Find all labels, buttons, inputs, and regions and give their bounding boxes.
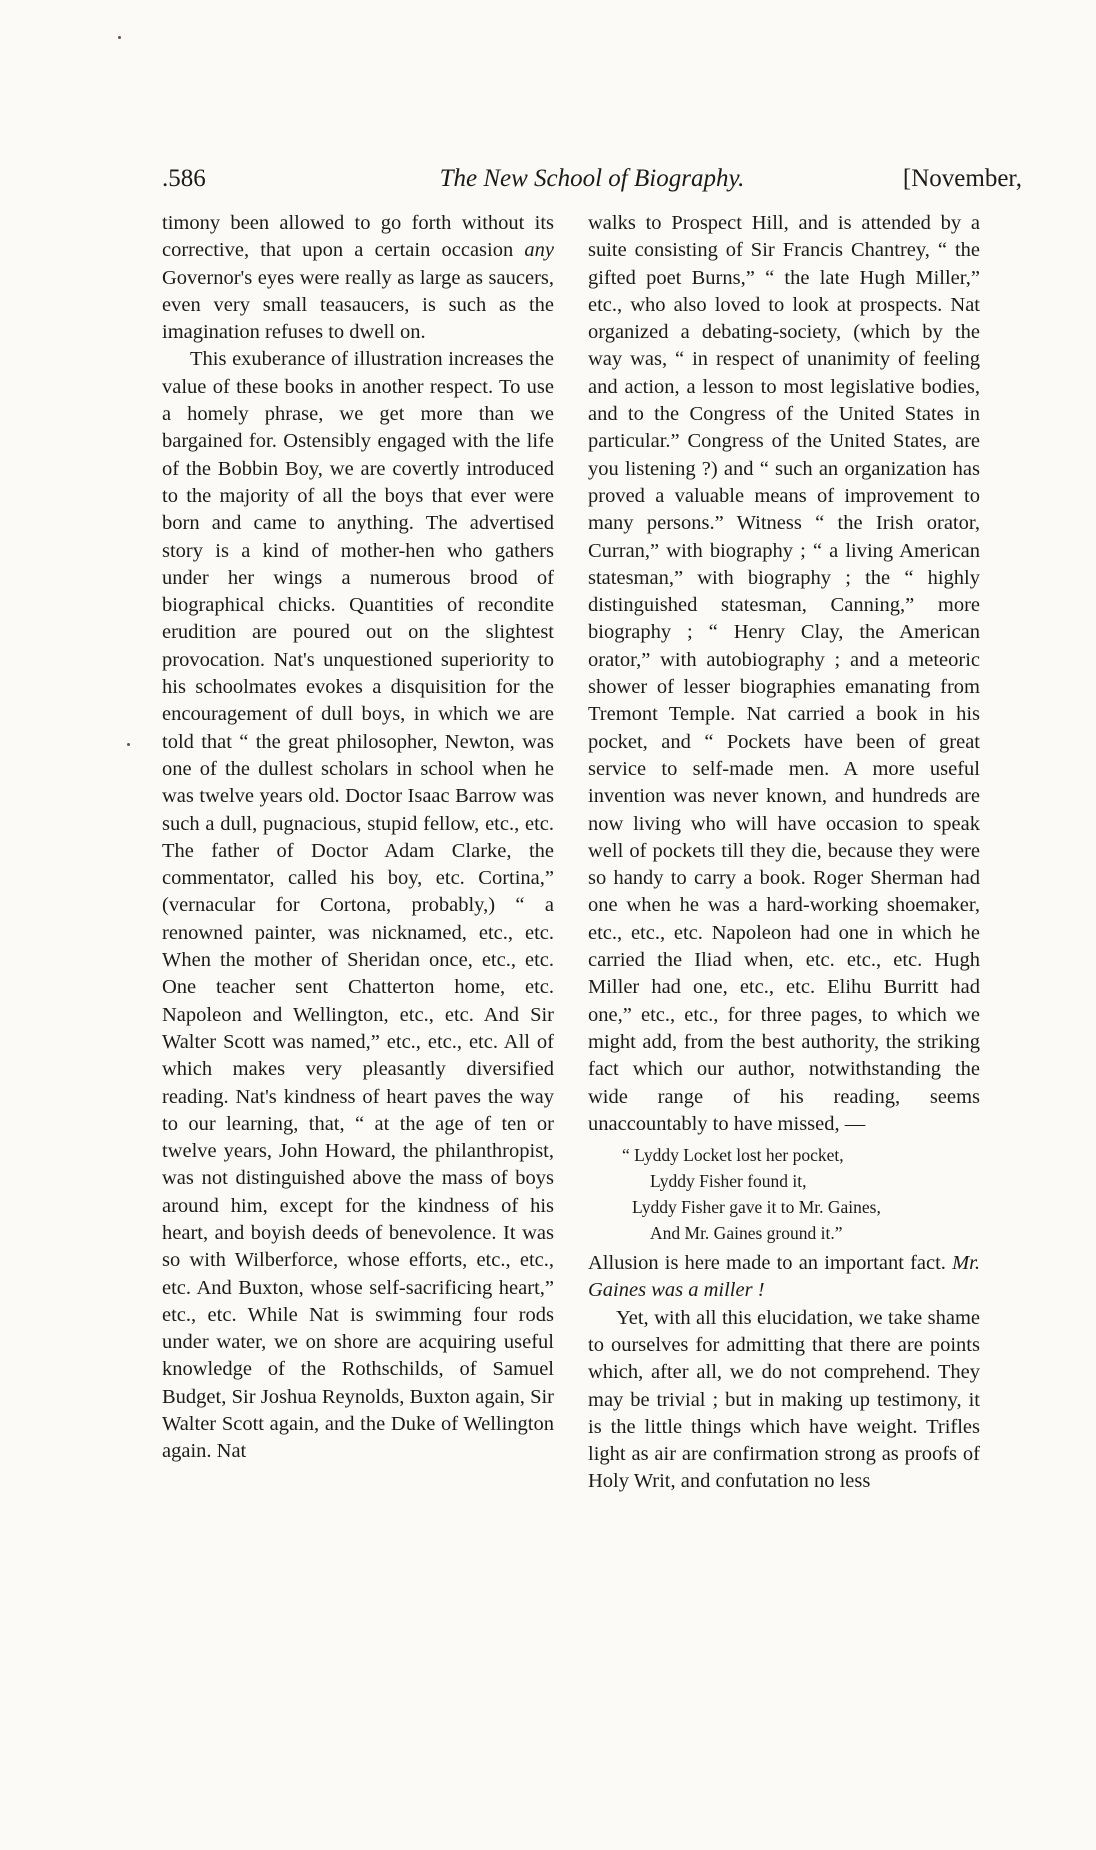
running-title: The New School of Biography. <box>439 165 745 192</box>
emphasis: Mr. Gaines was a miller ! <box>588 1252 980 1302</box>
verse-quote <box>588 1142 980 1246</box>
paper-speck <box>127 743 130 746</box>
running-month: [November, <box>902 165 1022 192</box>
paragraph: This exuberance of illustration increases the value of these books in another respect. To use a homely phrase, we get more than we bargained for. Ostensibly engaged with the life of the Bobbin Boy, we are covertly introduced to the majority of all the boys that ever were born and came to anything. The advertised story is a kind of mother-hen who gathers under her wings a numerous brood of biographical chicks. Quantities of recondite erudition are poured out on the slightest provocation. Nat's unquestioned superiority to his schoolmates evokes a disquisition for the encouragement of dull boys, in which we are told that “ the great philosopher, Newton, was one of the dullest scholars in school when he was twelve years old. Doctor Isaac Barrow was such a dull, pugnacious, stupid fellow, etc., etc. The father of Doctor Adam Clarke, the commentator, called his boy, etc. Cortina,” (vernacular for Cortona, probably,) “ a renowned painter, was nicknamed, etc., etc. When the mother of Sheridan once, etc., etc. One teacher sent Chatterton home, etc. Napoleon and Wellington, etc., etc. And Sir Walter Scott was named,” etc., etc., etc. All of which makes very pleasantly diversified reading. Nat's kindness of heart paves the way to our learning, that, “ at the age of ten or twelve years, John Howard, the philanthropist, was not distinguished above the mass of boys around him, except for the kindness of his heart, and boyish deeds of benevolence. It was so with Wilberforce, whose efforts, etc., etc., etc. And Buxton, whose self-sacrificing heart,” etc., etc. While Nat is swimming four rods under water, we on shore are acquiring useful knowledge of the Rothschilds, of Samuel Budget, Sir Joshua Reynolds, Buxton again, Sir Walter Scott again, and the Duke of Wellington again. Nat <box>162 348 554 1463</box>
paragraph: Yet, with all this elucidation, we take shame to ourselves for admitting that there are points which, after all, we do not comprehend. They may be trivial ; but in making up testimony, it is the little things which have weight. Trifles light as air are confirmation strong as proofs of Holy Writ, and confutation no less <box>588 1306 980 1493</box>
paragraph: walks to Prospect Hill, and is attended by a suite consisting of Sir Francis Chantrey, “ the gifted poet Burns,” “ the late Hugh Miller,” etc., who also loved to look at prospects. Nat organized a debating-society, (which by the way was, “ in respect of unanimity of feeling and action, a lesson to most legislative bodies, and to the Congress of the United States in particular.” Congress of the United States, are you listening ?) and “ such an organization has proved a valuable means of improvement to many persons.” Witness “ the Irish orator, Curran,” with biography ; “ a living American statesman,” with biography ; the “ highly distinguished statesman, Canning,” more biography ; “ Henry Clay, the American orator,” with autobiography ; and a meteoric shower of lesser biographies emanating from Tremont Temple. Nat carried a book in his pocket, and “ Pockets have been of great service to self-made men. A more useful invention was never known, and hundreds are now living who will have occasion to speak well of pockets till they die, because they were so handy to carry a book. Roger Sherman had one when he was a hard-working shoemaker, etc., etc., etc. Napoleon had one in which he carried the Iliad when, etc. etc., etc. Hugh Miller had one, etc., etc. Elihu Burritt had one,” etc., etc., for three pages, to which we might add, from the best authority, the striking fact which our author, notwithstanding the wide range of his reading, seems unaccountably to have missed, — <box>588 212 980 1135</box>
left-column <box>162 210 554 1466</box>
verse-line: “ Lyddy Locket lost her pocket, <box>622 1145 844 1166</box>
verse-line: Lyddy Fisher gave it to Mr. Gaines, <box>632 1197 881 1218</box>
verse-line: Lyddy Fisher found it, <box>650 1171 807 1192</box>
paragraph-text: timony been allowed to go forth without its corrective, that upon a certain occasion <box>162 212 554 262</box>
paper-speck <box>118 36 121 39</box>
running-head <box>162 162 1022 196</box>
page-number: .586 <box>162 165 206 192</box>
paragraph <box>162 210 554 346</box>
paragraph-text: Allusion is here made to an important fact. <box>588 1252 953 1275</box>
paragraph-text: Governor's eyes were really as large as saucers, even very small teasaucers, is such as the imagination refuses to dwell on. <box>162 266 554 344</box>
paragraph <box>588 1250 980 1305</box>
right-column <box>588 210 980 1496</box>
emphasis: any <box>524 239 554 262</box>
verse-line: And Mr. Gaines ground it.” <box>650 1223 843 1244</box>
